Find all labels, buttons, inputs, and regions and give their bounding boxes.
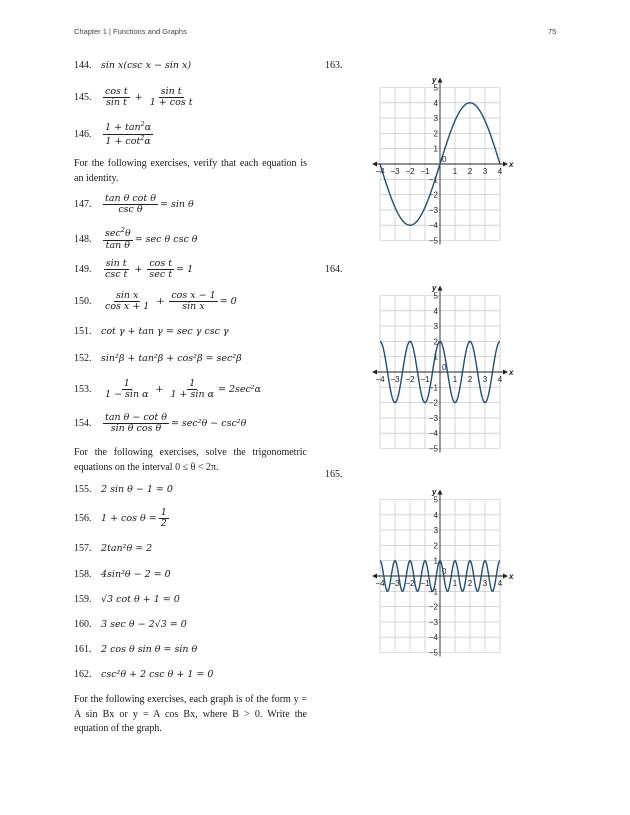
exercise-number: 161.	[74, 644, 92, 655]
x-axis-arrow	[372, 162, 377, 167]
exercise-153: 153. $\frac{1}{\text{1 − sin α}}$ + $\frac{1}{\text{1 + sin α}}$ = 2sec²α	[74, 378, 262, 401]
y-tick-label: 4	[433, 510, 438, 520]
x-tick-label: 2	[467, 167, 473, 176]
instructions-verify: For the following exercises, verify that each equation is an identity.	[74, 158, 307, 184]
y-tick-label: −1	[428, 383, 438, 393]
x-tick-label: −3	[390, 375, 400, 384]
exercise-154: 154. $\frac{\text{tan θ − cot θ}}{\text{sin θ cos θ}}$ = sec²θ − csc²θ	[74, 412, 247, 435]
x-tick-label: 3	[482, 375, 488, 384]
exercise-145: 145. $\frac{\text{cos t}}{\text{sin t}}$ + $\frac{\text{sin t}}{\text{1 + cos t}}$	[74, 86, 193, 109]
y-axis-label: y	[432, 283, 437, 293]
x-axis-label: x	[509, 368, 514, 377]
exercise-number: 150.	[74, 296, 92, 308]
exercise-158: 158. 4sin²θ − 2 = 0	[74, 569, 171, 580]
x-axis-label: x	[509, 572, 514, 581]
y-tick-label: −5	[428, 236, 438, 246]
x-tick-label: 1	[452, 375, 458, 384]
y-tick-label: 1	[433, 144, 438, 154]
exercise-number: 156.	[74, 513, 92, 525]
y-tick-label: 3	[433, 322, 438, 332]
exercise-number: 149.	[74, 264, 92, 276]
y-tick-label: −2	[428, 190, 438, 200]
y-tick-label: 3	[433, 526, 438, 536]
x-tick-label: −1	[420, 167, 430, 176]
fraction: $\frac{1 + \tan^2\alpha}{1 + \cot^2\alpha}$	[105, 120, 152, 147]
y-tick-label: −4	[428, 429, 438, 439]
fraction: $\frac{\text{sin t}}{\text{csc t}}$	[105, 258, 128, 281]
x-tick-label: 4	[497, 375, 503, 384]
y-tick-label: 2	[433, 337, 438, 347]
exercise-147: 147. $\frac{\text{tan θ cot θ}}{\text{csc θ}}$ = sin θ	[74, 193, 194, 216]
x-tick-label: 2	[467, 579, 473, 588]
exercise-156: 156. 1 + cos θ = $\frac{1}{2}$	[74, 507, 167, 530]
y-tick-label: 5	[433, 495, 438, 505]
exercise-number: 146.	[74, 128, 92, 140]
y-tick-label: 4	[433, 306, 438, 316]
exercise-162: 162. csc²θ + 2 csc θ + 1 = 0	[74, 669, 214, 680]
x-tick-label: −2	[405, 579, 415, 588]
y-axis-label: y	[432, 75, 437, 85]
y-axis-arrow	[438, 490, 443, 495]
instructions-graph: For the following exercises, each graph is of the form y = A sin Bx or y = A cos Bx, where B > 0. Write the equation of the graph.	[74, 694, 307, 734]
origin-label: 0	[442, 363, 447, 372]
x-tick-label: 3	[482, 579, 488, 588]
y-tick-label: −4	[428, 221, 438, 231]
y-tick-label: −3	[428, 205, 438, 215]
fraction: $\frac{1}{\text{1 − sin α}}$	[105, 378, 149, 401]
exercise-150: 150. $\frac{\text{sin x}}{\text{cos x + 1}}$ + $\frac{\text{cos x − 1}}{\text{sin x}}$ = 0	[74, 290, 237, 313]
graph-163	[360, 70, 520, 250]
exercise-number: 144.	[74, 60, 92, 71]
exercise-number: 155.	[74, 484, 92, 495]
exercise-160: 160. 3 sec θ − 2√3 = 0	[74, 619, 187, 630]
y-tick-label: 3	[433, 114, 438, 124]
x-axis-arrow	[503, 162, 508, 167]
y-tick-label: 2	[433, 129, 438, 139]
exercise-number: 145.	[74, 92, 92, 104]
y-tick-label: −5	[428, 648, 438, 658]
x-tick-label: −1	[420, 375, 430, 384]
exercise-161: 161. 2 cos θ sin θ = sin θ	[74, 644, 198, 655]
y-tick-label: −5	[428, 444, 438, 454]
exercise-152: 152. sin²β + tan²β + cos²β = sec²β	[74, 353, 242, 364]
fraction: $\frac{1}{2}$	[160, 507, 167, 530]
exercise-number: 160.	[74, 619, 92, 630]
y-axis-arrow	[438, 286, 443, 291]
y-tick-label: −3	[428, 617, 438, 627]
x-axis-arrow	[372, 574, 377, 579]
x-tick-label: 4	[497, 167, 503, 176]
exercise-151: 151. cot γ + tan γ = sec γ csc γ	[74, 326, 229, 337]
origin-label: 0	[442, 567, 447, 576]
fraction: $\frac{\sec^2\theta}{\text{tan θ}}$	[105, 226, 131, 251]
exercise-number: 152.	[74, 353, 92, 364]
y-tick-label: −3	[428, 413, 438, 423]
instructions-solve: For the following exercises, solve the trigonometric equations on the interval 0 ≤ θ < 2π.	[74, 447, 307, 473]
exercise-number: 154.	[74, 418, 92, 430]
x-tick-label: −4	[375, 579, 385, 588]
exercise-159: 159. √3 cot θ + 1 = 0	[74, 594, 180, 605]
x-tick-label: 1	[452, 579, 458, 588]
y-tick-label: 4	[433, 98, 438, 108]
exercise-number: 159.	[74, 594, 92, 605]
y-axis-label: y	[432, 487, 437, 497]
x-tick-label: −4	[375, 375, 385, 384]
exercise-number: 153.	[74, 384, 92, 396]
fraction: $\frac{\text{cos t}}{\text{sin t}}$	[105, 86, 128, 109]
x-tick-label: 4	[497, 579, 503, 588]
exercise-number: 162.	[74, 669, 92, 680]
fraction: $\frac{\text{sin t}}{\text{1 + cos t}}$	[149, 86, 193, 109]
y-tick-label: 2	[433, 541, 438, 551]
exercise-number: 157.	[74, 543, 92, 554]
y-tick-label: −2	[428, 398, 438, 408]
exercise-expression: sin x(csc x − sin x)	[101, 60, 192, 71]
fraction: $\frac{\text{cos x − 1}}{\text{sin x}}$	[171, 290, 216, 313]
x-axis-arrow	[372, 370, 377, 375]
exercise-155: 155. 2 sin θ − 1 = 0	[74, 484, 173, 495]
y-tick-label: 1	[433, 352, 438, 362]
x-tick-label: −1	[420, 579, 430, 588]
fraction: $\frac{\text{tan θ − cot θ}}{\text{sin θ cos θ}}$	[105, 412, 167, 435]
x-tick-label: −3	[390, 167, 400, 176]
exercise-144	[74, 60, 191, 71]
graph-165	[360, 482, 520, 662]
exercise-number: 148.	[74, 233, 92, 245]
x-tick-label: 1	[452, 167, 458, 176]
x-tick-label: 2	[467, 375, 473, 384]
x-tick-label: −2	[405, 167, 415, 176]
exercise-148: 148. $\frac{\sec^2\theta}{\text{tan θ}}$ = sec θ csc θ	[74, 226, 198, 251]
graph-number: 163.	[325, 60, 343, 71]
x-axis-arrow	[503, 574, 508, 579]
exercise-157: 157. 2tan²θ = 2	[74, 543, 153, 554]
x-tick-label: −4	[375, 167, 385, 176]
graph-164	[360, 278, 520, 458]
x-axis-label: x	[509, 160, 514, 169]
exercise-number: 151.	[74, 326, 92, 337]
exercise-number: 158.	[74, 569, 92, 580]
fraction: $\frac{\text{tan θ cot θ}}{\text{csc θ}}$	[105, 193, 156, 216]
fraction: $\frac{1}{\text{1 + sin α}}$	[170, 378, 214, 401]
y-tick-label: 5	[433, 83, 438, 93]
y-tick-label: −4	[428, 633, 438, 643]
exercise-number: 147.	[74, 199, 92, 211]
y-tick-label: −2	[428, 602, 438, 612]
x-axis-arrow	[503, 370, 508, 375]
y-tick-label: 5	[433, 291, 438, 301]
exercise-149: 149. $\frac{\text{sin t}}{\text{csc t}}$ + $\frac{\text{cos t}}{\text{sec t}}$ = 1	[74, 258, 194, 281]
exercise-146	[74, 121, 155, 147]
y-tick-label: −1	[428, 175, 438, 185]
origin-label: 0	[442, 155, 447, 164]
page-number: 75	[548, 27, 557, 36]
x-tick-label: −3	[390, 579, 400, 588]
graph-number: 164.	[325, 264, 343, 275]
x-tick-label: −2	[405, 375, 415, 384]
graph-number: 165.	[325, 469, 343, 480]
fraction: $\frac{\text{sin x}}{\text{cos x + 1}}$	[105, 290, 150, 313]
running-header-chapter: Chapter 1 | Functions and Graphs	[74, 27, 187, 36]
y-axis-arrow	[438, 78, 443, 83]
y-tick-label: −1	[428, 587, 438, 597]
fraction: $\frac{\text{cos t}}{\text{sec t}}$	[149, 258, 173, 281]
y-tick-label: 1	[433, 556, 438, 566]
x-tick-label: 3	[482, 167, 488, 176]
